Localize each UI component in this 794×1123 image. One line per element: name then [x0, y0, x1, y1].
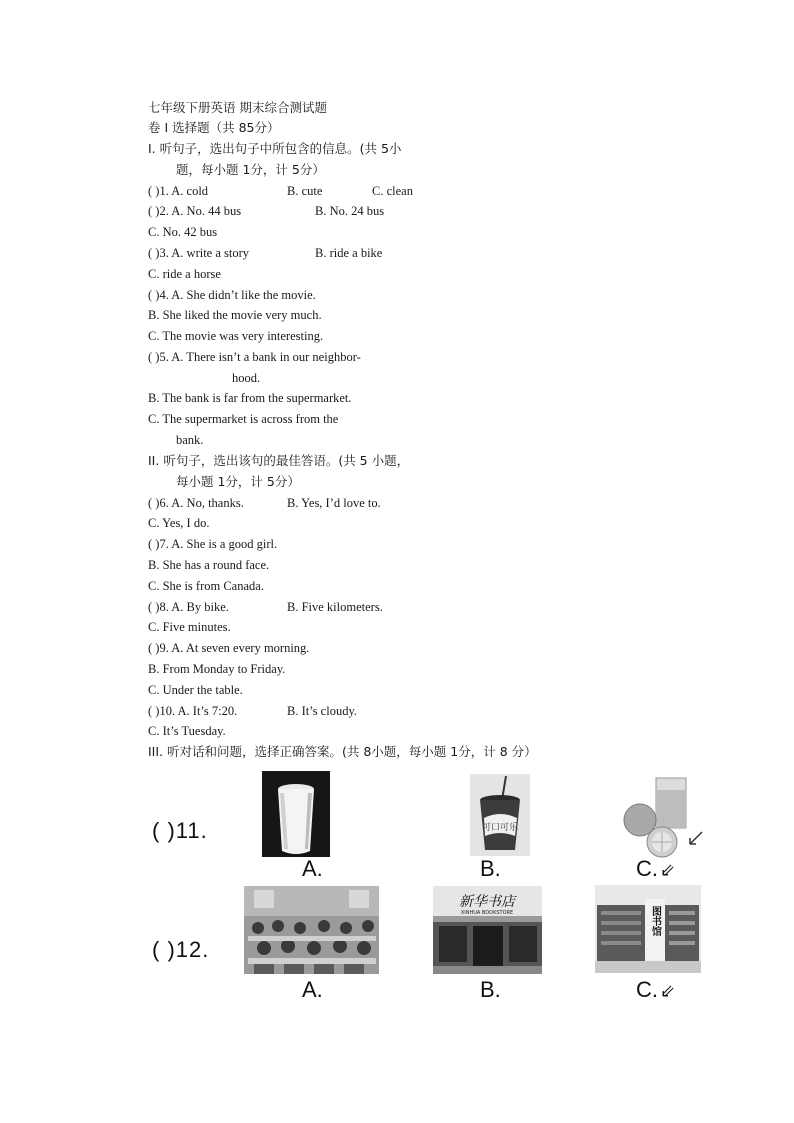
library-sign-text: 图书馆: [649, 906, 661, 936]
question-7-option-c: C. She is from Canada.: [148, 579, 264, 593]
question-4: ( )4. A. She didn’t like the movie.: [148, 288, 316, 302]
question-12-option-b-label: B.: [480, 977, 501, 1002]
question-1: ( )1. A. cold: [148, 184, 209, 198]
question-4-option-b: B. She liked the movie very much.: [148, 308, 322, 322]
question-11-option-c-text: C.: [636, 856, 658, 881]
question-5-option-b: B. The bank is far from the supermarket.: [148, 391, 352, 405]
question-11-option-c-label: [636, 856, 675, 882]
section-one-heading: I. 听句子，选出句子中所包含的信息。(共 5小: [148, 141, 402, 156]
question-9-option-b: B. From Monday to Friday.: [148, 662, 286, 676]
question-2-option-b: B. No. 24 bus: [315, 204, 385, 218]
bookstore-sign-text: 新华书店: [459, 894, 515, 910]
question-5: ( )5. A. There isn’t a bank in our neighbor-: [148, 350, 361, 364]
question-7-option-b: B. She has a round face.: [148, 558, 270, 572]
question-3-option-c: C. ride a horse: [148, 267, 221, 281]
section-three-heading: III. 听对话和问题，选择正确答案。(共 8小题，每小题 1分，计 8 分）: [148, 744, 537, 759]
part-one-heading: 卷 I 选择题（共 85分）: [148, 120, 280, 135]
question-4-option-c: C. The movie was very interesting.: [148, 329, 324, 343]
question-6-option-c: C. Yes, I do.: [148, 516, 210, 530]
question-2-option-c: C. No. 42 bus: [148, 225, 218, 239]
question-6: ( )6. A. No, thanks.: [148, 496, 244, 510]
question-1-option-c: C. clean: [372, 184, 413, 198]
question-3-option-b: B. ride a bike: [315, 246, 383, 260]
question-12-option-c-text: C.: [636, 977, 658, 1002]
classroom-image: [244, 886, 379, 974]
question-5-option-a-cont: hood.: [232, 371, 261, 385]
question-2: ( )2. A. No. 44 bus: [148, 204, 242, 218]
orange-juice-image: [620, 772, 704, 858]
question-11-label: ( )11.: [152, 818, 208, 843]
bookstore-sign-english: XINHUA BOOKSTORE: [460, 910, 514, 916]
section-one-heading-cont: 题，每小题 1分，计 5分）: [176, 162, 325, 177]
cola-cup-image: [470, 774, 530, 856]
milk-glass-image: [262, 771, 330, 857]
question-11-option-a-label: A.: [302, 856, 323, 881]
question-12-option-a-label: A.: [302, 977, 323, 1002]
question-11-option-b-label: B.: [480, 856, 501, 881]
cola-cup-text: 可口可乐: [481, 823, 519, 833]
question-9-option-c: C. Under the table.: [148, 683, 243, 697]
library-image: [595, 885, 701, 973]
section-two-heading: II. 听句子，选出该句的最佳答语。(共 5 小题，: [148, 453, 410, 468]
arrow-icon: ⇙: [660, 860, 676, 880]
question-10: ( )10. A. It’s 7:20.: [148, 704, 238, 718]
question-7: ( )7. A. She is a good girl.: [148, 537, 278, 551]
section-two-heading-cont: 每小题 1分，计 5分）: [176, 474, 300, 489]
question-8: ( )8. A. By bike.: [148, 600, 229, 614]
bookstore-image: [433, 886, 542, 974]
question-1-option-b: B. cute: [287, 184, 323, 198]
question-8-option-c: C. Five minutes.: [148, 620, 231, 634]
question-12-option-c-label: [636, 977, 675, 1003]
exam-title: 七年级下册英语 期末综合测试题: [148, 100, 327, 115]
question-3: ( )3. A. write a story: [148, 246, 250, 260]
question-5-option-c-cont: bank.: [176, 433, 204, 447]
question-8-option-b: B. Five kilometers.: [287, 600, 383, 614]
question-5-option-c: C. The supermarket is across from the: [148, 412, 339, 426]
question-6-option-b: B. Yes, I’d love to.: [287, 496, 381, 510]
question-12-label: ( )12.: [152, 937, 210, 962]
question-10-option-b: B. It’s cloudy.: [287, 704, 358, 718]
arrow-icon: ⇙: [660, 981, 676, 1001]
question-10-option-c: C. It’s Tuesday.: [148, 724, 226, 738]
question-9: ( )9. A. At seven every morning.: [148, 641, 310, 655]
